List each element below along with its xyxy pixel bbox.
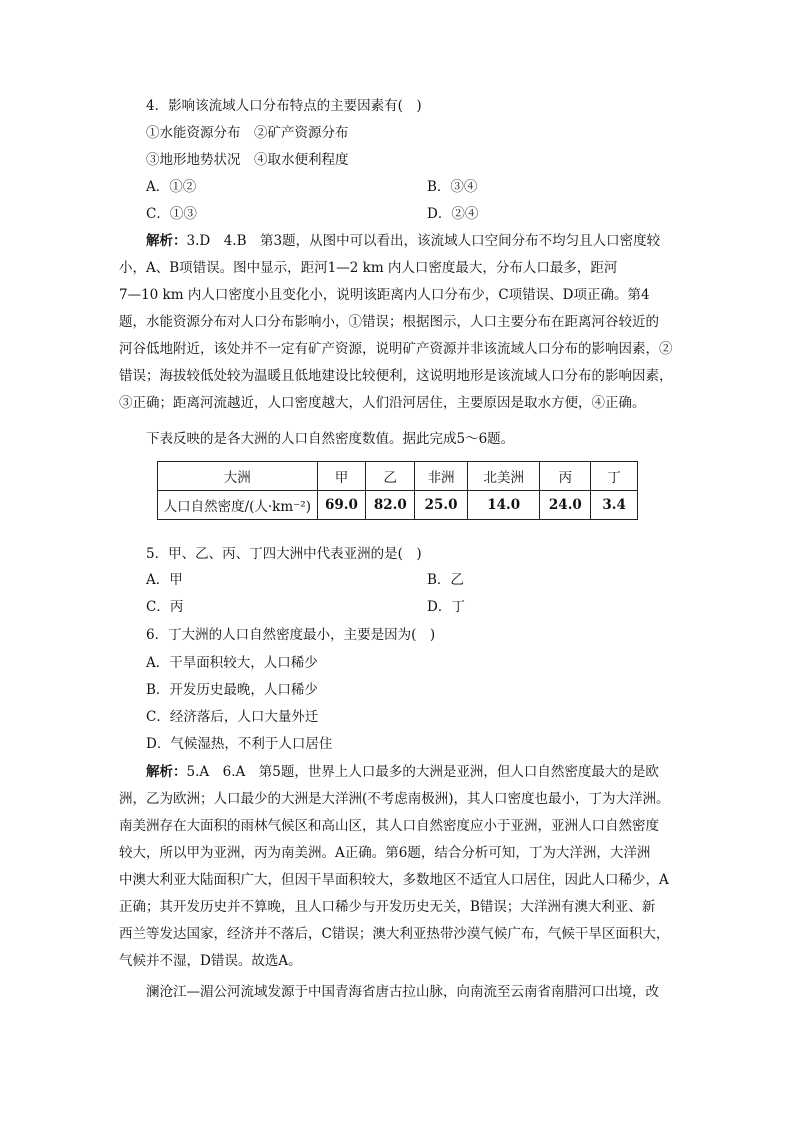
value-cell: 82.0 <box>366 491 415 520</box>
value-cell: 69.0 <box>317 491 366 520</box>
q4-items-line1: ①水能资源分布 ②矿产资源分布 <box>146 125 349 141</box>
q6-option-c: C．经济落后，人口大量外迁 <box>146 709 319 725</box>
value-cell: 3.4 <box>591 491 638 520</box>
q4-option-b: B．③④ <box>427 179 478 195</box>
header-cell: 丁 <box>591 462 638 491</box>
q5-stem: 5．甲、乙、丙、丁四大洲中代表亚洲的是( ) <box>146 546 422 562</box>
analysis1-line2: 小，A、B项错误。图中显示，距河1—2 km 内人口密度最大，分布人口最多，距河 <box>119 260 618 276</box>
analysis2-line1 <box>146 763 678 781</box>
header-cell: 乙 <box>366 462 415 491</box>
q5-option-b: B．乙 <box>427 572 464 588</box>
analysis1-line7: ③正确；距离河流越近，人口密度越大，人们沿河居住，主要原因是取水方便，④正确。 <box>119 395 646 411</box>
header-cell: 大洲 <box>158 462 318 491</box>
q4-option-d: D．②④ <box>427 206 479 222</box>
q5-option-a: A．甲 <box>146 572 183 588</box>
row-label-cell: 人口自然密度/(人·km⁻²) <box>158 491 318 520</box>
analysis2-line6: 正确；其开发历史并不算晚，且人口稀少与开发历史无关，B错误；大洋洲有澳大利亚、新 <box>119 899 656 915</box>
value-cell: 25.0 <box>415 491 468 520</box>
q4-option-a: A．①② <box>146 179 197 195</box>
analysis2-label: 解析： <box>146 764 187 780</box>
analysis2-line7: 西兰等发达国家，经济并不落后，C错误；澳大利亚热带沙漠气候广布，气候干旱区面积大， <box>119 926 670 942</box>
final-paragraph-line: 澜沧江—湄公河流域发源于中国青海省唐古拉山脉，向南流至云南省南腊河口出境，改 <box>146 984 659 1000</box>
analysis2-line3: 南美洲存在大面积的雨林气候区和高山区，其人口自然密度应小于亚洲，亚洲人口自然密度 <box>119 818 659 834</box>
header-cell: 丙 <box>540 462 591 491</box>
value-cell: 14.0 <box>467 491 540 520</box>
header-cell: 北美洲 <box>467 462 540 491</box>
analysis2-line8: 气候并不湿，D错误。故选A。 <box>119 953 302 969</box>
q6-stem: 6．丁大洲的人口自然密度最小，主要是因为( ) <box>146 627 436 643</box>
q6-option-a: A．干旱面积较大，人口稀少 <box>146 655 318 671</box>
analysis1-line6: 错误；海拔较低处较为温暖且低地建设比较便利，这说明地形是该流域人口分布的影响因素， <box>119 368 673 384</box>
analysis2-line4: 较大，所以甲为亚洲，丙为南美洲。A正确。第6题，结合分析可知，丁为大洋洲，大洋洲 <box>119 845 651 861</box>
table-intro: 下表反映的是各大洲的人口自然密度数值。据此完成5～6题。 <box>146 431 515 447</box>
analysis1-line3: 7—10 km 内人口密度小且变化小，说明该距离内人口分布少，C项错误、D项正确。第4 <box>119 287 650 303</box>
header-cell: 甲 <box>317 462 366 491</box>
q4-stem: 4．影响该流域人口分布特点的主要因素有( ) <box>146 98 422 114</box>
q5-option-d: D．丁 <box>427 599 465 615</box>
value-cell: 24.0 <box>540 491 591 520</box>
analysis1-line5: 河谷低地附近，该处并不一定有矿产资源，说明矿产资源并非该流域人口分布的影响因素，② <box>119 341 673 357</box>
analysis1-label: 解析： <box>146 233 187 249</box>
density-table <box>157 461 638 520</box>
analysis1-text-1: 3.D 4.B 第3题，从图中可以看出，该流域人口空间分布不均匀且人口密度较 <box>186 233 661 249</box>
table-header-row <box>158 462 638 491</box>
header-cell: 非洲 <box>415 462 468 491</box>
q6-option-d: D．气候湿热，不利于人口居住 <box>146 736 333 752</box>
analysis2-text-1: 5.A 6.A 第5题，世界上人口最多的大洲是亚洲，但人口自然密度最大的是欧 <box>186 764 659 780</box>
table-value-row <box>158 491 638 520</box>
q4-option-c: C．①③ <box>146 206 197 222</box>
analysis1-line1 <box>146 232 678 250</box>
q4-items-line2: ③地形地势状况 ④取水便利程度 <box>146 152 349 168</box>
q5-option-c: C．丙 <box>146 599 184 615</box>
q6-option-b: B．开发历史最晚，人口稀少 <box>146 682 318 698</box>
analysis2-line2: 洲，乙为欧洲；人口最少的大洲是大洋洲(不考虑南极洲)，其人口密度也最小，丁为大洋洲。 <box>119 791 670 807</box>
analysis1-line4: 题，水能资源分布对人口分布影响小，①错误；根据图示，人口主要分布在距离河谷较近的 <box>119 314 659 330</box>
analysis2-line5: 中澳大利亚大陆面积广大，但因干旱面积较大，多数地区不适宜人口居住，因此人口稀少，A <box>119 872 669 888</box>
